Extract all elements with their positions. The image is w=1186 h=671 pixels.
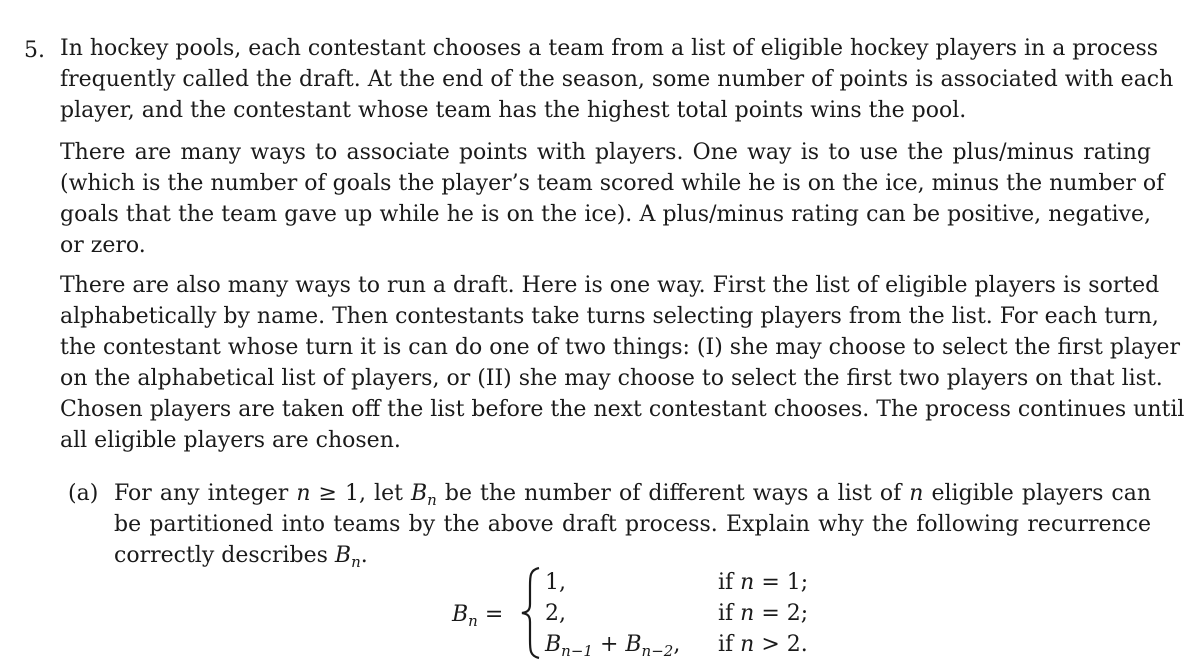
text-line: be partitioned into teams by the above draft process. Explain why the following recurrence <box>114 512 1151 537</box>
text-line: on the alphabetical list of players, or (II) she may choose to select the first two players on that list. <box>60 366 1163 391</box>
paragraph-draft <box>60 270 1185 456</box>
text-line: frequently called the draft. At the end of the season, some number of points is associated with each <box>60 67 1174 92</box>
text-line: all eligible players are chosen. <box>60 428 401 453</box>
paragraph-intro <box>60 33 1174 126</box>
text-line: the contestant whose turn it is can do one of two things: (I) she may choose to select the first player <box>60 335 1181 360</box>
text-run: . <box>360 543 368 568</box>
text-run: correctly describes <box>114 543 335 568</box>
text-line: There are many ways to associate points with players. One way is to use the plus/minus rating <box>60 140 1151 165</box>
text-run: ≥ 1, let <box>310 481 411 506</box>
case-3-condition <box>718 629 808 660</box>
text-line <box>114 540 1151 571</box>
math-var: n <box>740 570 755 595</box>
part-a-label: (a) <box>68 481 99 506</box>
text-line: Chosen players are taken off the list before the next contestant chooses. The process continues until <box>60 397 1185 422</box>
math-subscript: n <box>427 491 437 509</box>
math-var: B <box>625 632 642 657</box>
text-run: eligible players can <box>923 481 1151 506</box>
case-3-value <box>545 629 680 660</box>
text-run: , <box>673 632 681 657</box>
math-subscript: n−1 <box>561 642 593 660</box>
math-subscript: n−2 <box>641 642 674 660</box>
text-line: goals that the team gave up while he is on the ice). A plus/minus rating can be positive, negative, <box>60 202 1151 227</box>
math-subscript: n <box>468 612 478 630</box>
text-run: = 2; <box>754 601 809 626</box>
plus-sign: + <box>592 632 626 657</box>
part-a-text <box>114 478 1151 571</box>
text-line: There are also many ways to run a draft. Here is one way. First the list of eligible players is sorted <box>60 273 1160 298</box>
math-var: B <box>411 481 428 506</box>
text-run: = 1; <box>754 570 809 595</box>
text-run: if <box>718 570 741 595</box>
case-2-value: 2, <box>545 601 566 626</box>
math-var: B <box>452 602 469 627</box>
paragraph-points <box>60 137 1165 261</box>
case-1-value: 1, <box>545 570 566 595</box>
text-line: alphabetically by name. Then contestants take turns selecting players from the list. For each turn, <box>60 304 1159 329</box>
math-var: B <box>334 543 352 568</box>
text-line: or zero. <box>60 233 146 258</box>
text-run: For any integer <box>114 481 297 506</box>
math-var: n <box>740 632 755 657</box>
text-line <box>114 478 1151 509</box>
recurrence-lhs <box>452 599 503 630</box>
case-1-condition <box>718 567 808 598</box>
text-run: > 2. <box>754 632 808 657</box>
text-line: In hockey pools, each contestant chooses a team from a list of eligible hockey players in a process <box>60 36 1159 61</box>
text-run: if <box>718 632 741 657</box>
equals-sign: = <box>477 602 504 627</box>
text-line: player, and the contestant whose team has the highest total points wins the pool. <box>60 98 967 123</box>
math-subscript: n <box>351 553 361 571</box>
text-line: (which is the number of goals the player’s team scored while he is on the ice, minus the number of <box>60 171 1165 196</box>
left-brace-icon <box>519 566 543 660</box>
text-run: if <box>718 601 741 626</box>
math-var: n <box>296 481 311 506</box>
text-run: be the number of different ways a list of <box>436 481 910 506</box>
case-2-condition <box>718 598 808 629</box>
math-var: n <box>909 481 924 506</box>
math-var: n <box>740 601 755 626</box>
math-var: B <box>545 632 562 657</box>
question-number: 5. <box>24 38 45 63</box>
